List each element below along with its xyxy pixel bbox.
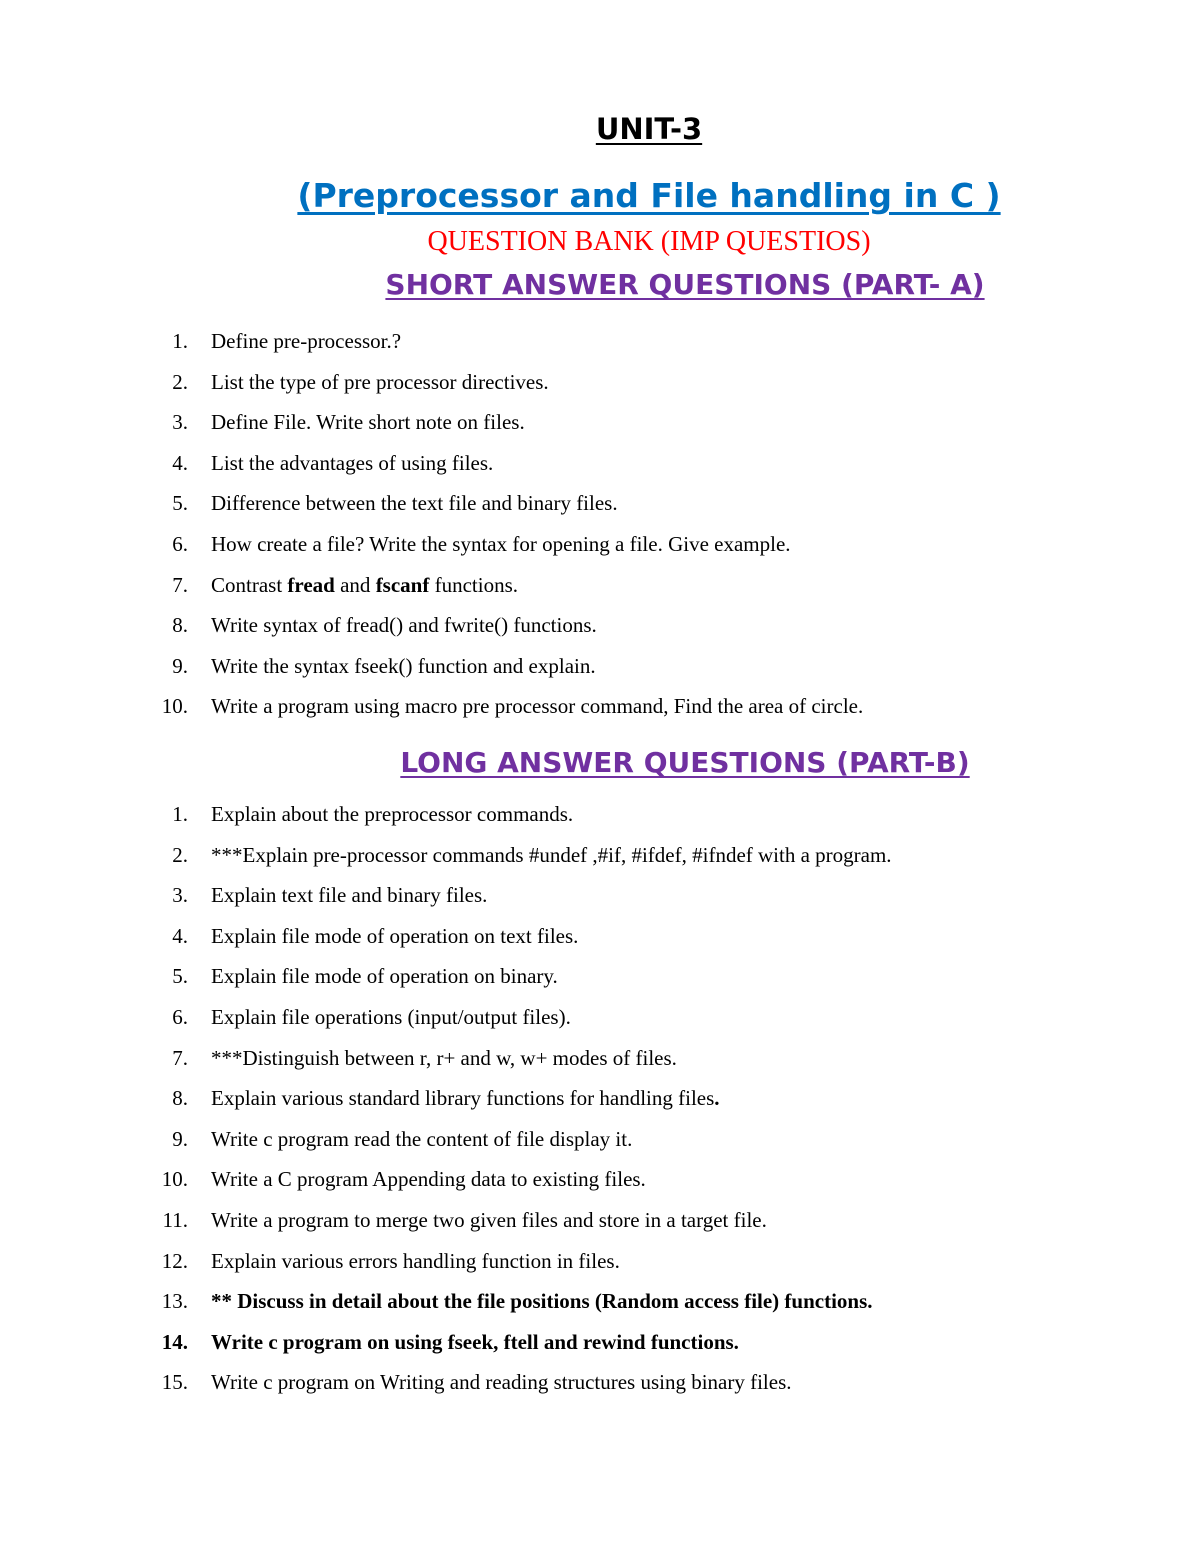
question-number: 15. (161, 1370, 188, 1395)
question-item (0, 1370, 1200, 1411)
question-text-segment: Write c program on using fseek, ftell and rewind functions. (211, 1329, 739, 1354)
question-number: 8. (172, 613, 188, 638)
question-number: 4. (172, 450, 188, 475)
question-text-segment: Contrast (211, 572, 288, 597)
question-item (0, 370, 1200, 411)
question-number: 5. (172, 964, 188, 989)
question-text (211, 451, 493, 476)
question-item (0, 802, 1200, 843)
question-bank-title: QUESTION BANK (IMP QUESTIOS) (427, 226, 871, 257)
question-text-segment: How create a file? Write the syntax for opening a file. Give example. (211, 531, 791, 556)
question-number: 9. (172, 653, 188, 678)
question-text (211, 410, 525, 435)
unit-title: UNIT-3 (595, 112, 703, 146)
question-item (0, 451, 1200, 492)
question-text (211, 532, 791, 557)
question-number: 3. (172, 883, 188, 908)
question-number: 14. (161, 1329, 188, 1354)
question-text-segment: fscanf (375, 572, 430, 597)
question-number: 11. (162, 1207, 188, 1232)
question-text (211, 964, 558, 989)
question-text-segment: Explain file operations (input/output files). (211, 1004, 571, 1029)
question-item (0, 1330, 1200, 1371)
question-text-segment: Explain text file and binary files. (211, 883, 488, 908)
question-text-segment: Explain various standard library functions for handling files (211, 1086, 715, 1111)
question-text-segment: List the advantages of using files. (211, 450, 494, 475)
question-number: 7. (172, 572, 188, 597)
question-number: 10. (161, 694, 188, 719)
question-text (211, 1249, 620, 1274)
question-number: 2. (172, 369, 188, 394)
question-text-segment: Define File. Write short note on files. (211, 410, 525, 435)
question-text-segment: Write a program to merge two given files and store in a target file. (211, 1207, 767, 1232)
question-text-segment: functions. (429, 572, 519, 597)
question-item (0, 1208, 1200, 1249)
question-number: 5. (172, 491, 188, 516)
question-text (211, 1127, 632, 1152)
question-item (0, 1005, 1200, 1046)
question-text (211, 1167, 646, 1192)
question-number: 6. (172, 1004, 188, 1029)
question-item (0, 883, 1200, 924)
question-text-segment: ***Distinguish between r, r+ and w, w+ modes of files. (211, 1045, 677, 1070)
question-text (211, 329, 401, 354)
question-text (211, 802, 573, 827)
question-number: 3. (172, 410, 188, 435)
question-number: 2. (172, 842, 188, 867)
question-text (211, 1208, 767, 1233)
question-item (0, 1289, 1200, 1330)
question-item (0, 1249, 1200, 1290)
question-item (0, 964, 1200, 1005)
part-b-question-list (0, 802, 1200, 1411)
question-text (211, 1330, 739, 1355)
question-text-segment: Explain various errors handling function in files. (211, 1248, 620, 1273)
question-item (0, 924, 1200, 965)
question-text (211, 1289, 873, 1314)
question-item (0, 410, 1200, 451)
question-text (211, 573, 518, 598)
question-text-segment: . (714, 1086, 720, 1111)
question-text (211, 1046, 677, 1071)
question-number: 8. (172, 1086, 188, 1111)
question-text (211, 843, 892, 868)
question-text-segment: Write a program using macro pre processor command, Find the area of circle. (211, 694, 864, 719)
question-text (211, 654, 596, 679)
question-item (0, 1046, 1200, 1087)
question-text (211, 883, 487, 908)
question-text-segment: Explain file mode of operation on binary. (211, 964, 558, 989)
question-text-segment: Write c program on Writing and reading structures using binary files. (211, 1370, 792, 1395)
question-number: 9. (172, 1126, 188, 1151)
question-item (0, 491, 1200, 532)
question-text-segment: and (334, 572, 376, 597)
question-text (211, 1005, 571, 1030)
question-item (0, 573, 1200, 614)
question-number: 7. (172, 1045, 188, 1070)
question-text (211, 370, 549, 395)
question-number: 6. (172, 531, 188, 556)
question-text-segment: fread (287, 572, 335, 597)
question-item (0, 329, 1200, 370)
question-text (211, 924, 578, 949)
question-text-segment: Write the syntax fseek() function and explain. (211, 653, 596, 678)
question-text (211, 491, 618, 516)
question-text (211, 1370, 792, 1395)
question-text-segment: List the type of pre processor directives. (211, 369, 549, 394)
part-a-question-list (0, 329, 1200, 735)
question-number: 1. (172, 802, 188, 826)
question-number: 4. (172, 923, 188, 948)
part-a-title: SHORT ANSWER QUESTIONS (PART- A) (385, 268, 985, 301)
question-item (0, 613, 1200, 654)
question-text-segment: Define pre-processor.? (211, 329, 402, 353)
part-b-title: LONG ANSWER QUESTIONS (PART-B) (400, 746, 970, 779)
question-text (211, 1086, 720, 1111)
question-item (0, 654, 1200, 695)
question-text-segment: ***Explain pre-processor commands #undef ,#if, #ifdef, #ifndef with a program. (211, 842, 892, 867)
question-item (0, 1167, 1200, 1208)
question-text-segment: Explain about the preprocessor commands. (211, 802, 574, 826)
question-number: 1. (172, 329, 188, 353)
question-text (211, 694, 863, 719)
question-text-segment: Difference between the text file and binary files. (211, 491, 618, 516)
question-text-segment: Explain file mode of operation on text files. (211, 923, 579, 948)
question-item (0, 532, 1200, 573)
question-item (0, 1127, 1200, 1168)
question-item (0, 843, 1200, 884)
question-text-segment: Write syntax of fread() and fwrite() functions. (211, 613, 597, 638)
subject-title: (Preprocessor and File handling in C ) (297, 176, 1001, 215)
question-text-segment: ** Discuss in detail about the file positions (Random access file) functions. (211, 1289, 873, 1314)
question-number: 13. (161, 1289, 188, 1314)
question-item (0, 694, 1200, 735)
question-number: 12. (161, 1248, 188, 1273)
question-text-segment: Write a C program Appending data to existing files. (211, 1167, 646, 1192)
question-item (0, 1086, 1200, 1127)
question-text-segment: Write c program read the content of file display it. (211, 1126, 633, 1151)
question-text (211, 613, 597, 638)
question-number: 10. (161, 1167, 188, 1192)
